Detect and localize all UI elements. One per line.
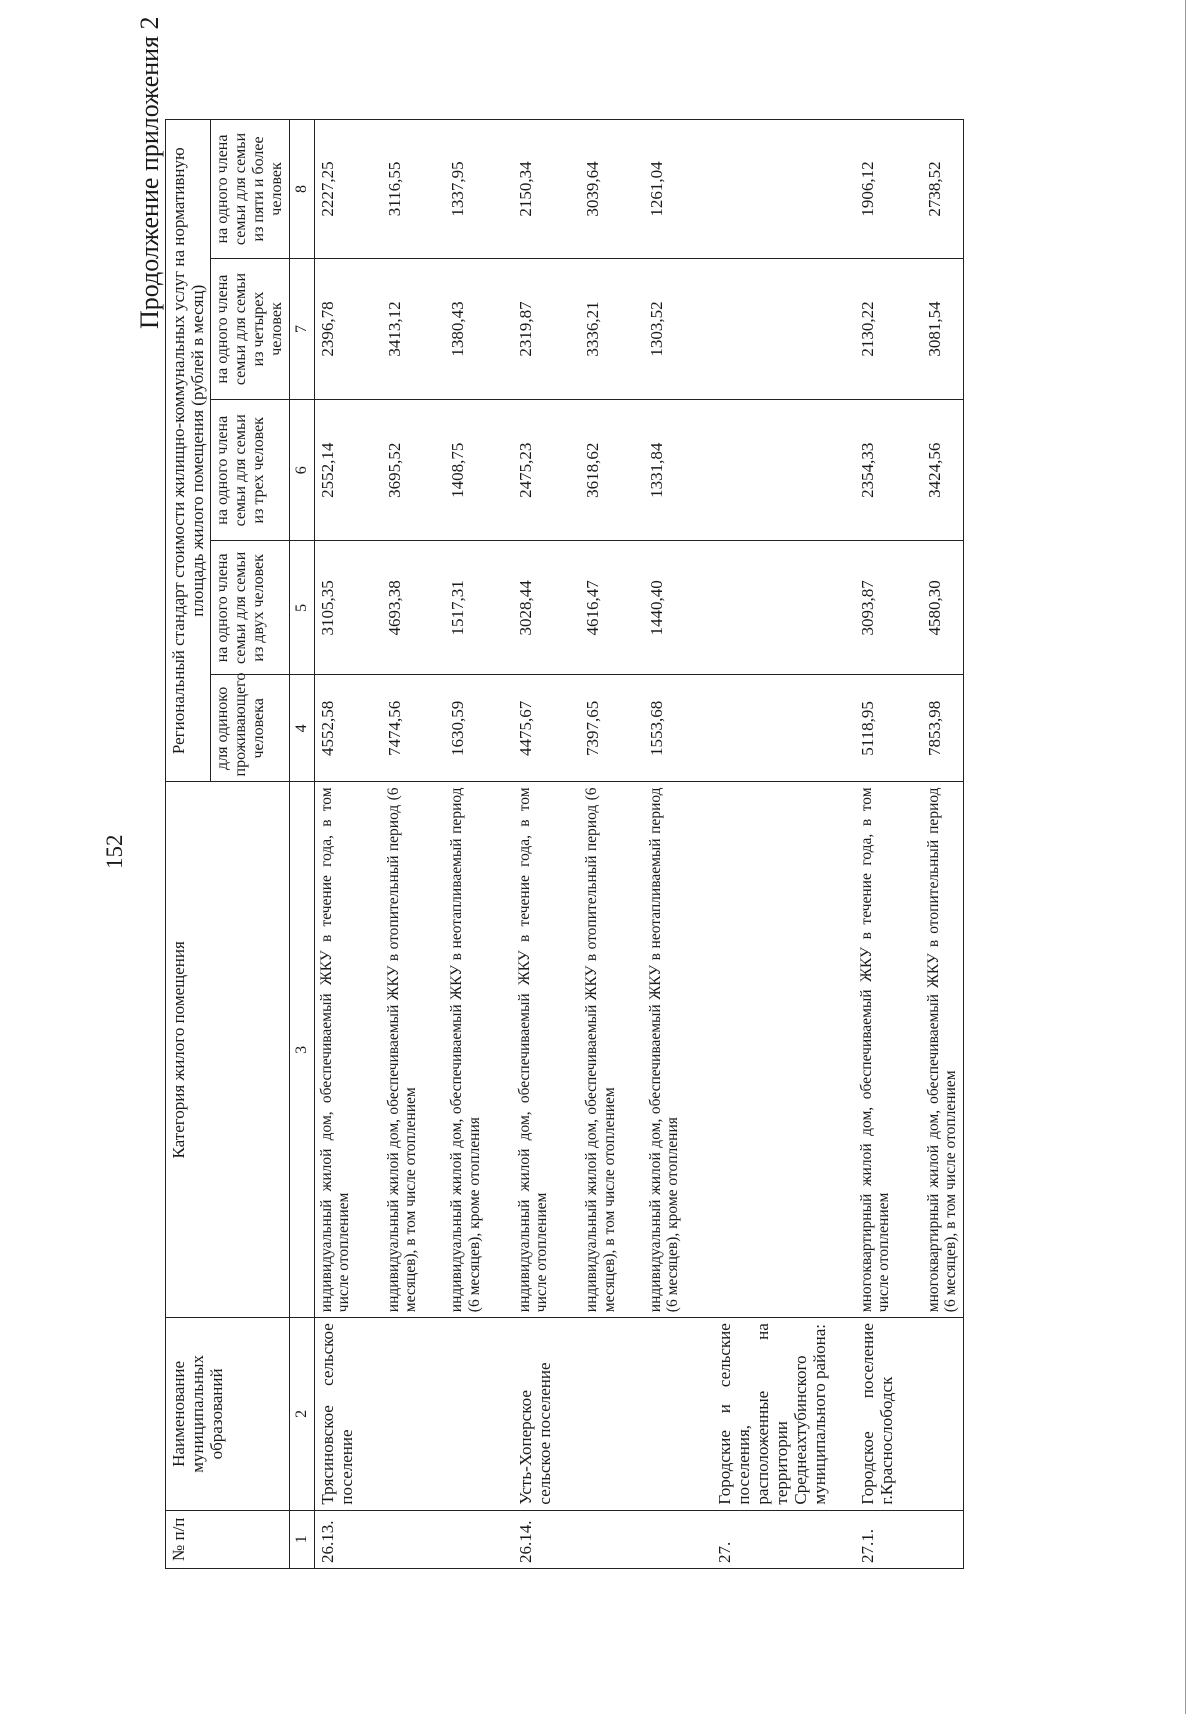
row-value: 2396,78	[314, 258, 359, 399]
row-category: индивидуальный жилой дом, обеспечиваемый ЖКУ в отопительный период (6 месяцев), в том числе отоплением	[557, 782, 621, 1318]
table-row	[899, 120, 963, 1569]
row-value: 4475,67	[486, 675, 557, 782]
table-row	[832, 120, 899, 1569]
col-number-8: 8	[289, 120, 314, 259]
row-name	[359, 1318, 423, 1510]
row-category: многоквартирный жилой дом, обеспечиваемый ЖКУ в отопительный период (6 месяцев), в том числе отоплением	[899, 782, 963, 1318]
table-row	[314, 120, 359, 1569]
row-value: 3618,62	[557, 400, 621, 541]
row-value: 5118,95	[832, 675, 899, 782]
header-sub-5: на одного члена семьи для семьи из пяти и более человек	[211, 120, 290, 259]
row-value: 1331,84	[621, 400, 685, 541]
header-no: № п/п	[166, 1510, 290, 1568]
row-category: индивидуальный жилой дом, обеспечиваемый ЖКУ в неотапливаемый период (6 месяцев), кроме отопления	[621, 782, 685, 1318]
row-value: 3093,87	[832, 541, 899, 675]
row-name: Городское поселение г.Краснослободск	[832, 1318, 899, 1510]
row-value: 1440,40	[621, 541, 685, 675]
col-number-7: 7	[289, 258, 314, 399]
row-name: Городские и сельские поселения, расположенные на территории Среднеахтубинского муниципального района:	[685, 1318, 832, 1510]
table-row	[422, 120, 486, 1569]
row-value	[685, 120, 832, 259]
row-value: 1261,04	[621, 120, 685, 259]
row-value: 7853,98	[899, 675, 963, 782]
row-no: 26.14.	[486, 1510, 557, 1568]
row-value: 2552,14	[314, 400, 359, 541]
row-value: 2738,52	[899, 120, 963, 259]
header-group: Региональный стандарт стоимости жилищно-коммунальных услуг на нормативную площадь жилого помещения (рублей в месяц)	[166, 120, 211, 782]
row-value: 2150,34	[486, 120, 557, 259]
row-value: 2354,33	[832, 400, 899, 541]
row-value	[685, 400, 832, 541]
row-value: 3039,64	[557, 120, 621, 259]
row-value: 1408,75	[422, 400, 486, 541]
col-number-6: 6	[289, 400, 314, 541]
row-value: 1380,43	[422, 258, 486, 399]
row-value: 3105,35	[314, 541, 359, 675]
row-value: 1906,12	[832, 120, 899, 259]
row-value: 4616,47	[557, 541, 621, 675]
col-number-3: 3	[289, 782, 314, 1318]
header-sub-2: на одного члена семьи для семьи из двух человек	[211, 541, 290, 675]
scan-edge-line	[1185, 0, 1186, 1714]
row-value	[685, 258, 832, 399]
row-category	[685, 782, 832, 1318]
row-name	[621, 1318, 685, 1510]
col-number-1: 1	[289, 1510, 314, 1568]
continuation-title: Продолжение приложения 2	[135, 16, 164, 329]
row-no	[422, 1510, 486, 1568]
row-category: индивидуальный жилой дом, обеспечиваемый ЖКУ в течение года, в том числе отоплением	[486, 782, 557, 1318]
row-category: многоквартирный жилой дом, обеспечиваемый ЖКУ в течение года, в том числе отоплением	[832, 782, 899, 1318]
row-no	[621, 1510, 685, 1568]
row-no	[899, 1510, 963, 1568]
row-value: 7397,65	[557, 675, 621, 782]
table-row	[359, 120, 423, 1569]
row-name	[422, 1318, 486, 1510]
header-category: Категория жилого помещения	[166, 782, 290, 1318]
row-category: индивидуальный жилой дом, обеспечиваемый ЖКУ в неотапливаемый период (6 месяцев), кроме отопления	[422, 782, 486, 1318]
row-name	[557, 1318, 621, 1510]
row-value: 3336,21	[557, 258, 621, 399]
row-value: 2475,23	[486, 400, 557, 541]
row-value: 2130,22	[832, 258, 899, 399]
row-value: 3413,12	[359, 258, 423, 399]
table-row	[685, 120, 832, 1569]
row-value	[685, 541, 832, 675]
header-sub-4: на одного члена семьи для семьи из четырех человек	[211, 258, 290, 399]
row-category: индивидуальный жилой дом, обеспечиваемый ЖКУ в отопительный период (6 месяцев), в том числе отоплением	[359, 782, 423, 1318]
row-value: 3081,54	[899, 258, 963, 399]
tariff-table	[165, 119, 964, 1569]
row-value: 3116,55	[359, 120, 423, 259]
row-value: 1630,59	[422, 675, 486, 782]
row-value: 3028,44	[486, 541, 557, 675]
header-sub-3: на одного члена семьи для семьи из трех человек	[211, 400, 290, 541]
row-value: 1517,31	[422, 541, 486, 675]
row-value: 3695,52	[359, 400, 423, 541]
row-value: 1553,68	[621, 675, 685, 782]
row-value	[685, 675, 832, 782]
row-value: 4580,30	[899, 541, 963, 675]
row-name	[899, 1318, 963, 1510]
col-number-2: 2	[289, 1318, 314, 1510]
header-sub-1: для одиноко проживающего человека	[211, 675, 290, 782]
row-value: 2319,87	[486, 258, 557, 399]
row-value: 2227,25	[314, 120, 359, 259]
row-value: 3424,56	[899, 400, 963, 541]
row-no	[557, 1510, 621, 1568]
row-no: 27.	[685, 1510, 832, 1568]
table-row	[557, 120, 621, 1569]
row-value: 4552,58	[314, 675, 359, 782]
row-no: 27.1.	[832, 1510, 899, 1568]
row-no: 26.13.	[314, 1510, 359, 1568]
row-name: Трясиновское сельское поселение	[314, 1318, 359, 1510]
table-row	[621, 120, 685, 1569]
row-no	[359, 1510, 423, 1568]
row-value: 7474,56	[359, 675, 423, 782]
row-value: 4693,38	[359, 541, 423, 675]
table-row	[486, 120, 557, 1569]
row-value: 1337,95	[422, 120, 486, 259]
col-number-4: 4	[289, 675, 314, 782]
row-name: Усть-Хоперское сельское поселение	[486, 1318, 557, 1510]
col-number-5: 5	[289, 541, 314, 675]
header-name: Наименование муниципальных образований	[166, 1318, 290, 1510]
row-value: 1303,52	[621, 258, 685, 399]
page-number: 152	[102, 834, 127, 869]
row-category: индивидуальный жилой дом, обеспечиваемый ЖКУ в течение года, в том числе отоплением	[314, 782, 359, 1318]
